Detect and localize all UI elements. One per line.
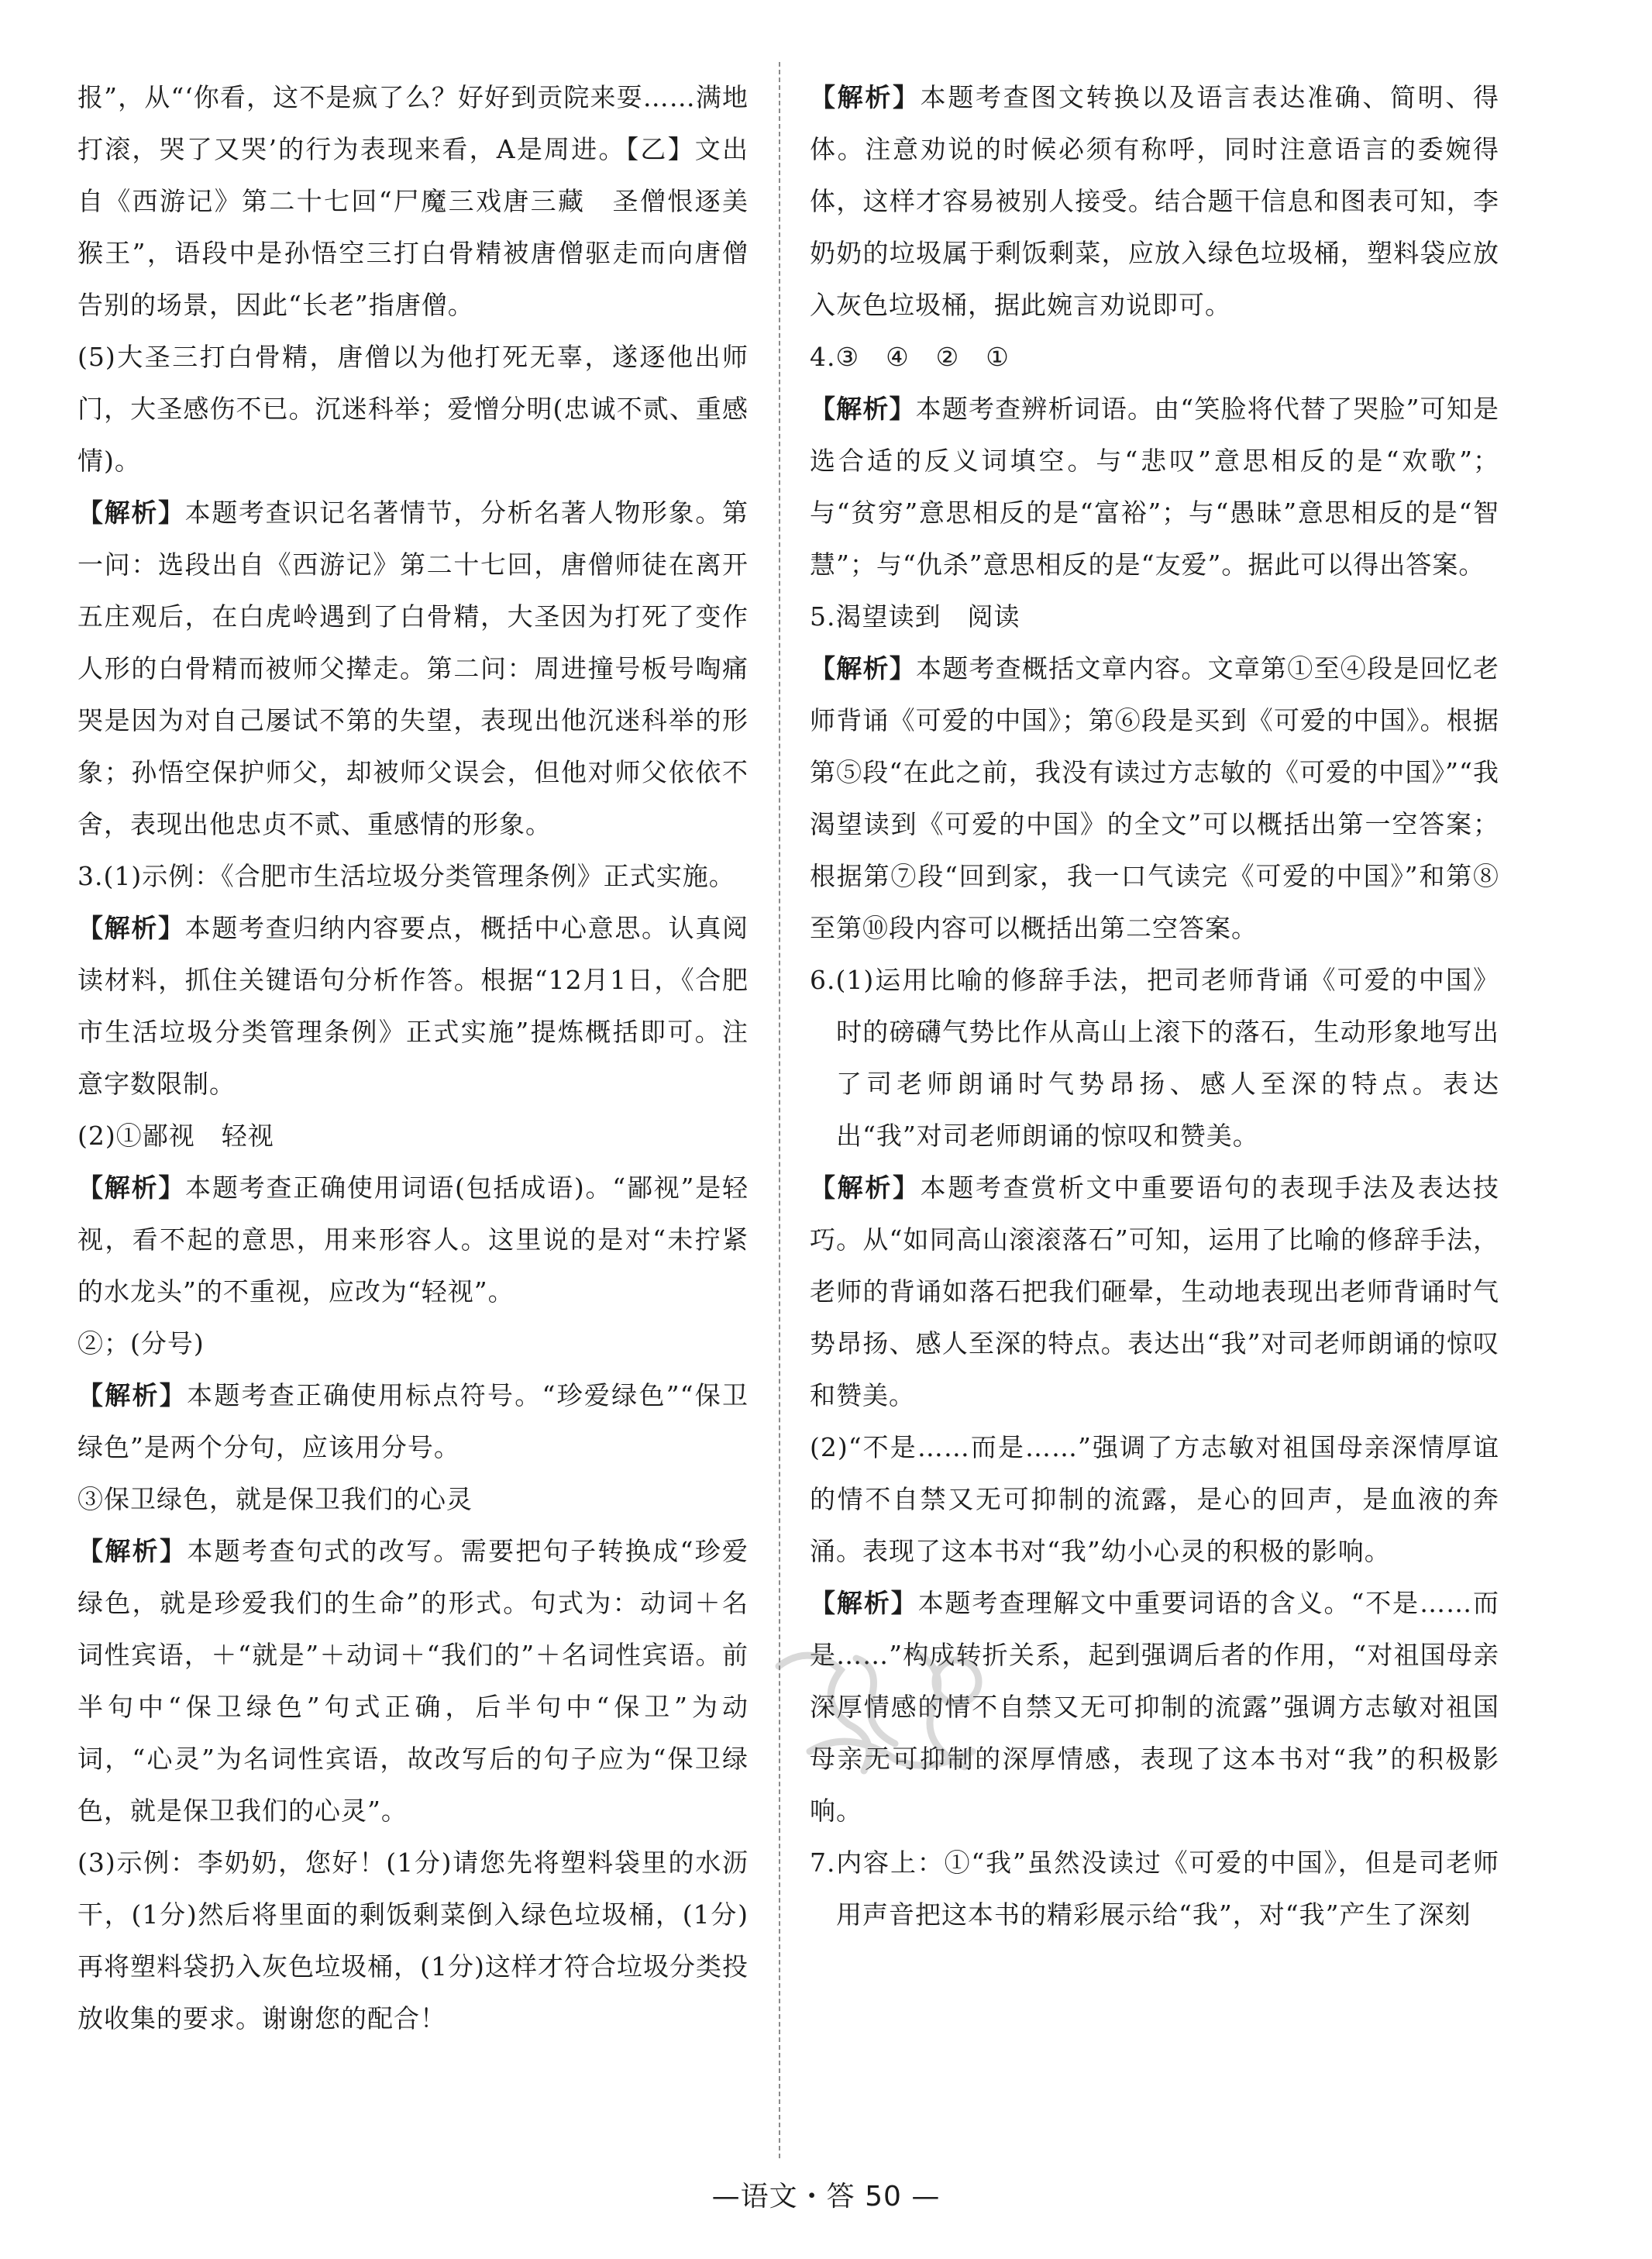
paragraph-text: ②；(分号) [77,1328,205,1358]
paragraph-text: 7.内容上：①“我”虽然没读过《可爱的中国》，但是司老师用声音把这本书的精彩展示给“我”，对“我”产生了深刻 [810,1847,1499,1930]
column-divider [779,62,780,2158]
right-paragraph [810,71,1499,331]
paragraph-text: 本题考查正确使用标点符号。“珍爱绿色”“保卫绿色”是两个分句，应该用分号。 [77,1380,749,1462]
paragraph-text: 本题考查正确使用词语(包括成语)。“鄙视”是轻视，看不起的意思，用来形容人。这里说的是对“未拧紧的水龙头”的不重视，应改为“轻视”。 [77,1173,749,1307]
paragraph-text: (3)示例：李奶奶，您好！(1分)请您先将塑料袋里的水沥干，(1分)然后将里面的剩饭剩菜倒入绿色垃圾桶，(1分)再将塑料袋扔入灰色垃圾桶，(1分)这样才符合垃圾分类投放收集的要求。谢谢您的配合！ [77,1847,749,2033]
left-paragraph [77,850,749,902]
analysis-tag: 【解析】 [77,1536,188,1566]
analysis-tag: 【解析】 [810,1173,921,1203]
paragraph-text: 本题考查概括文章内容。文章第①至④段是回忆老师背诵《可爱的中国》；第⑥段是买到《可爱的中国》。根据第⑤段“在此之前，我没有读过方志敏的《可爱的中国》”“我渴望读到《可爱的中国》的全文”可以概括出第一空答案；根据第⑦段“回到家，我一口气读完《可爱的中国》”和第⑧至第⑩段内容可以概括出第二空答案。 [810,653,1500,943]
paragraph-text: 4.③ ④ ② ① [810,342,1010,372]
paragraph-text: 本题考查归纳内容要点，概括中心意思。认真阅读材料，抓住关键语句分析作答。根据“12月1日，《合肥市生活垃圾分类管理条例》正式实施”提炼概括即可。注意字数限制。 [77,913,749,1099]
right-paragraph [810,954,1499,1162]
right-column [810,71,1499,1940]
left-paragraph [77,1837,749,2044]
right-paragraph [810,1162,1499,1421]
paragraph-text: 本题考查识记名著情节，分析名著人物形象。第一问：选段出自《西游记》第二十七回，唐僧师徒在离开五庄观后，在白虎岭遇到了白骨精，大圣因为打死了变作人形的白骨精而被师父撵走。第二问：周进撞号板号啕痛哭是因为对自己屡试不第的失望，表现出他沉迷科举的形象；孙悟空保护师父，却被师父误会，但他对师父依依不舍，表现出他忠贞不贰、重感情的形象。 [77,498,749,839]
paragraph-text: (5)大圣三打白骨精，唐僧以为他打死无辜，遂逐他出师门，大圣感伤不已。沉迷科举；爱憎分明(忠诚不贰、重感情)。 [77,342,749,476]
right-paragraph [810,383,1499,591]
left-paragraph [77,1110,749,1162]
analysis-tag: 【解析】 [810,1588,918,1618]
analysis-tag: 【解析】 [77,1173,186,1203]
paragraph-text: 本题考查赏析文中重要语句的表现手法及表达技巧。从“如同高山滚滚落石”可知，运用了比喻的修辞手法，老师的背诵如落石把我们砸晕，生动地表现出老师背诵时气势昂扬、感人至深的特点。表达出“我”对司老师朗诵的惊叹和赞美。 [810,1173,1500,1410]
left-paragraph [77,1525,749,1837]
analysis-tag: 【解析】 [77,1380,188,1410]
paragraph-text: 3.(1)示例：《合肥市生活垃圾分类管理条例》正式实施。 [77,861,735,891]
left-paragraph [77,1162,749,1317]
paragraph-text: 本题考查辨析词语。由“笑脸将代替了哭脸”可知是选合适的反义词填空。与“悲叹”意思相反的是“欢歌”；与“贫穷”意思相反的是“富裕”；与“愚昧”意思相反的是“智慧”；与“仇杀”意思相反的是“友爱”。据此可以得出答案。 [810,394,1499,580]
left-paragraph [77,487,749,850]
left-paragraph [77,71,749,331]
analysis-tag: 【解析】 [810,653,916,684]
analysis-tag: 【解析】 [810,394,916,424]
paragraph-text: 本题考查图文转换以及语言表达准确、简明、得体。注意劝说的时候必须有称呼，同时注意语言的委婉得体，这样才容易被别人接受。结合题干信息和图表可知，李奶奶的垃圾属于剩饭剩菜，应放入绿色垃圾桶，塑料袋应放入灰色垃圾桶，据此婉言劝说即可。 [810,82,1500,320]
right-paragraph [810,1421,1499,1577]
paragraph-text: 5.渴望读到 阅读 [810,601,1020,632]
paragraph-text: (2)①鄙视 轻视 [77,1121,274,1151]
paragraph-text: 本题考查句式的改写。需要把句子转换成“珍爱绿色，就是珍爱我们的生命”的形式。句式为：动词＋名词性宾语，＋“就是”＋动词＋“我们的”＋名词性宾语。前半句中“保卫绿色”句式正确，后半句中“保卫”为动词，“心灵”为名词性宾语，故改写后的句子应为“保卫绿色，就是保卫我们的心灵”。 [77,1536,749,1826]
analysis-tag: 【解析】 [77,498,185,528]
analysis-tag: 【解析】 [77,913,185,943]
paragraph-text: (2)“不是……而是……”强调了方志敏对祖国母亲深情厚谊的情不自禁又无可抑制的流露，是心的回声，是血液的奔涌。表现了这本书对“我”幼小心灵的积极的影响。 [810,1432,1499,1566]
paragraph-text: 6.(1)运用比喻的修辞手法，把司老师背诵《可爱的中国》时的磅礴气势比作从高山上滚下的落石，生动形象地写出了司老师朗诵时气势昂扬、感人至深的特点。表达出“我”对司老师朗诵的惊叹和赞美。 [810,965,1499,1151]
paragraph-text: 报”，从“‘你看，这不是疯了么？好好到贡院来耍……满地打滚，哭了又哭’的行为表现来看，A是周进。【乙】文出自《西游记》第二十七回“尸魔三戏唐三藏 圣僧恨逐美猴王”，语段中是孙悟空三打白骨精被唐僧驱走而向唐僧告别的场景，因此“长老”指唐僧。 [77,82,749,320]
right-paragraph [810,642,1499,954]
analysis-tag: 【解析】 [810,82,921,112]
left-paragraph [77,902,749,1110]
left-column [77,71,749,2044]
left-paragraph [77,1317,749,1369]
paragraph-text: 本题考查理解文中重要词语的含义。“不是……而是……”构成转折关系，起到强调后者的作用，“对祖国母亲深厚情感的情不自禁又无可抑制的流露”强调方志敏对祖国母亲无可抑制的深厚情感，表现了这本书对“我”的积极影响。 [810,1588,1499,1826]
page-footer: —语文・答 50 — [711,2181,941,2213]
right-paragraph [810,1837,1499,1940]
left-paragraph [77,1473,749,1525]
right-paragraph [810,591,1499,642]
left-paragraph [77,331,749,487]
left-paragraph [77,1369,749,1473]
paragraph-text: ③保卫绿色，就是保卫我们的心灵 [77,1484,473,1514]
right-paragraph [810,331,1499,383]
right-paragraph [810,1577,1499,1837]
